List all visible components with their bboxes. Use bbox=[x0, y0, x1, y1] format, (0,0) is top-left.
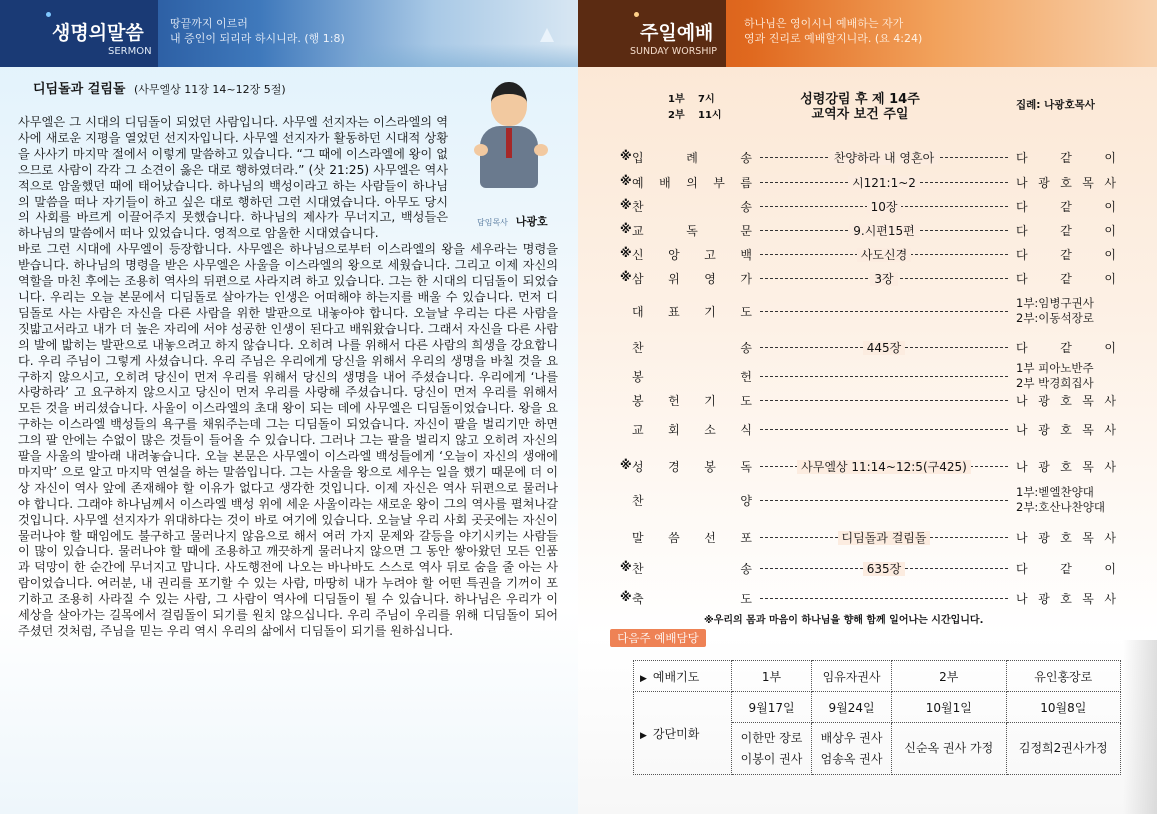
sermon-title-text: 디딤돌과 걸림돌 bbox=[33, 82, 126, 97]
order-label: 찬 송 bbox=[632, 562, 752, 576]
duty-prayer-cell: 1부 bbox=[732, 661, 812, 692]
order-performer: 다 같 이 bbox=[1016, 200, 1116, 214]
order-content bbox=[760, 149, 1008, 166]
worship-header-subtitle: SUNDAY WORSHIP bbox=[630, 46, 717, 57]
order-mark: ※ bbox=[620, 270, 632, 284]
order-content bbox=[760, 198, 1008, 215]
order-content-text: 445장 bbox=[863, 341, 906, 355]
sermon-header-subtitle: SERMON bbox=[108, 46, 152, 57]
worship-header bbox=[578, 0, 1157, 67]
order-performer: 다 같 이 bbox=[1016, 562, 1116, 576]
pastor-role: 담임목사 bbox=[477, 218, 508, 227]
service-title-line1: 성령강림 후 제 14주 bbox=[800, 92, 920, 107]
duty-flower-name: 엄송옥 권사 bbox=[820, 751, 883, 766]
triangle-right-icon: ▶ bbox=[640, 730, 647, 741]
worship-header-title: 주일예배 bbox=[640, 22, 714, 44]
duty-flower-cell bbox=[812, 723, 892, 775]
header-dot-icon bbox=[46, 12, 51, 17]
order-row bbox=[620, 270, 1116, 288]
sailboat-icon bbox=[540, 28, 554, 42]
order-content-text: 사무엘상 11:14~12:5(구425) bbox=[797, 460, 971, 474]
sermon-paragraph-1: 사무엘은 그 시대의 디딤돌이 되었던 사람입니다. 사무엘 선지자는 이스라엘의 역사에 새로운 지평을 열었던 선지자입니다. 사무엘 선지자가 활동하던 시대적 상황을 사사기 마지막 절에서 이렇게 말씀하고 있습니다. “그 때에 이스라엘에 왕이 없으므로 사람이 각각 그 소견이 옳은 대로 행하였더라.” (삿 21:25) 사무엘은 역사 적으로 암울했던 때에 태어났습니다. 하나님의 백성이라고 하는 사람들이 하나님의 말씀을 떠나 자기들이 하고 싶은 대로 행하던 그런 시대였습니다. 아무도 당시의 사회를 바르게 이끌어주지 못했습니다. 하나님의 제사가 무너지고, 백성들은 하나님의 말씀에서 떠나 있었습니다. 영적으로 암울한 시대였습니다. bbox=[18, 115, 448, 241]
order-performer bbox=[1016, 361, 1116, 391]
sermon-header-verse-line2: 내 증인이 되리라 하시니라. (행 1:8) bbox=[170, 32, 345, 45]
sermon-body bbox=[18, 115, 558, 640]
duty-flower-name: 배상우 권사 bbox=[820, 730, 883, 745]
order-performer: 다 같 이 bbox=[1016, 341, 1116, 355]
service-time-2: 11시 bbox=[698, 110, 722, 121]
order-row bbox=[620, 458, 1116, 476]
order-label: 입 례 송 bbox=[632, 151, 752, 165]
order-leader-line bbox=[760, 311, 1008, 312]
order-label: 예 배 의 부 름 bbox=[632, 176, 752, 190]
order-performer-1: 1부:벧엘찬양대 bbox=[1016, 485, 1094, 499]
order-label: 대 표 기 도 bbox=[632, 305, 752, 319]
duty-prayer-cell: 2부 bbox=[892, 661, 1006, 692]
order-leader-line bbox=[760, 500, 1008, 501]
worship-page bbox=[578, 0, 1157, 814]
service-times bbox=[668, 92, 722, 124]
order-mark: ※ bbox=[620, 222, 632, 236]
order-performer: 다 같 이 bbox=[1016, 224, 1116, 238]
order-row bbox=[620, 339, 1116, 357]
order-mark: ※ bbox=[620, 198, 632, 212]
sermon-paragraph-2: 바로 그런 시대에 사무엘이 등장합니다. 사무엘은 하나님으로부터 이스라엘의 왕을 세우라는 명령을 받습니다. 하나님의 명령을 받은 사무엘은 사울을 이스라엘의 왕으로 세웠습니다. 그리고 이제 자신의 역할을 마친 후에는 조용히 역사의 뒤편으로 사라지려 하고 있습니다. 그는 한 시대의 디딤돌이 되었습니다. 우리는 오늘 본문에서 디딤돌로 살아가는 인생은 어떠해야 하는지를 배울 수 있습니다. 먼저 디딤돌로 사는 사람은 자신을 다른 사람을 위한 발판으로 내놓아야 합니다. 오늘날 우리는 다른 사람을 짓밟고서라고 내가 더 높은 자리에 서야 성공한 인생이 된다고 배워왔습니다. 그래서 자신을 다른 사람의 발에 밟히는 발판으로 내놓으려고 하지 않습니다. 오히려 나를 위해서 다른 사람의 희생을 강요합니다. 우리 주님이 그렇게 사셨습니다. 우리 주님은 우리에게 당신을 위해서 우리의 생명을 바칠 것을 요구하지 않으시고, 오히려 당신이 먼저 우리를 위해서 당신의 생명을 내어 주셨습니다. 우리에게 ‘나를 사랑하라’ 고 요구하지 않으시고 당신이 먼저 우리를 사랑해 주셨습니다. 당신이 먼저 우리를 위해서 모든 것을 버리셨습니다. 사울이 이스라엘의 초대 왕이 되는 데에 사무엘은 디딤돌이었습니다. 왕을 요구하는 이스라엘 백성들의 욕구를 채워주는데 그는 디딤돌이 되었습니다. 자신이 팔을 벌리기만 하면 그의 팔 안에는 수없이 많은 것들이 들어올 수 있습니다. 그러나 그는 팔을 벌리지 않고 오히려 자신의 팔을 사울의 발아래 내려놓습니다. 오늘 본문은 사무엘이 이스라엘 백성들에게 ‘오늘이 자신의 생애에 마지막’ 으로 알고 마지막 연설을 하는 말씀입니다. 그는 사울을 왕으로 세우는 일을 했기 때문에 더 이상 자신이 역사 앞에 존재해야 할 이유가 없다고 생각한 것입니다. 이제 자신은 역사 뒤편으로 물러나야 합니다. 그래야 하나님께서 이스라엘 백성 위에 세운 사울이라는 새로운 왕이 그의 역사를 펼쳐나갈 것입니다. 사무엘 선지자가 위대하다는 것이 바로 여기에 있습니다. 오늘날 우리 사회 곳곳에는 자신이 물러나야 할 때임에도 불구하고 물러나지 않음으로 해서 여러 가지 문제와 갈등을 야기시키는 사람들이 많이 있습니다. 물러나야 할 때에 조용하고 깨끗하게 물러나지 않으면 그 동안 쌓아왔던 모든 인품과 덕망이 한 순간에 무너지고 맙니다. 사도행전에 나오는 바나바도 스스로 역사 뒤로 숨을 줄 아는 사람이었습니다. 여러분, 내 권리를 포기할 수 있는 사람, 마땅히 내가 누려야 할 어떤 특권을 기꺼이 포기하고 조용히 사라질 수 있는 사람, 그 사람이 역사에 디딤돌이 될 수 있습니다. 하나님은 우리가 이 세상을 살아가는 길목에서 걸림돌이 되기를 원치 않으십니다. 우리 주님이 우리를 위해 디딤돌이 되어주셨던 것처럼, 주님을 믿는 우리 역시 우리의 삶에서 디딤돌이 되기를 원하십니다. bbox=[18, 242, 558, 638]
decorative-photo-edge bbox=[1123, 640, 1157, 814]
service-leader-label: 집례: bbox=[1016, 99, 1041, 111]
pastor-name: 나광호 bbox=[515, 215, 548, 228]
service-title-line2: 교역자 보건 주일 bbox=[811, 107, 909, 122]
service-time-1: 7시 bbox=[698, 94, 715, 105]
sermon-title bbox=[33, 78, 286, 97]
order-content bbox=[760, 339, 1008, 356]
photo-wrap-space bbox=[448, 115, 558, 227]
order-content bbox=[760, 270, 1008, 287]
order-row bbox=[620, 485, 1116, 514]
order-content-text: 3장 bbox=[870, 272, 897, 286]
worship-header-verse bbox=[744, 16, 922, 46]
order-performer-2: 2부 박경희집사 bbox=[1016, 376, 1094, 390]
duty-flower-cell bbox=[732, 723, 812, 775]
order-content bbox=[760, 222, 1008, 239]
order-label: 교 독 문 bbox=[632, 224, 752, 238]
order-performer: 나 광 호 목 사 bbox=[1016, 592, 1116, 606]
order-content bbox=[760, 560, 1008, 577]
order-row bbox=[620, 560, 1116, 578]
duty-table bbox=[633, 660, 1121, 775]
order-label: 봉 헌 기 도 bbox=[632, 394, 752, 408]
sermon-header-verse-line1: 땅끝까지 이르러 bbox=[170, 17, 248, 30]
worship-header-verse-line1: 하나님은 영이시니 예배하는 자가 bbox=[744, 17, 904, 30]
order-row bbox=[620, 246, 1116, 264]
order-label: 말 씀 선 포 bbox=[632, 531, 752, 545]
order-mark: ※ bbox=[620, 149, 632, 163]
order-label: 신 앙 고 백 bbox=[632, 248, 752, 262]
order-row bbox=[620, 174, 1116, 192]
order-content bbox=[760, 174, 1008, 191]
order-performer: 다 같 이 bbox=[1016, 272, 1116, 286]
order-performer: 나 광 호 목 사 bbox=[1016, 176, 1116, 190]
order-label: 축 도 bbox=[632, 592, 752, 606]
order-content-text: 시121:1~2 bbox=[848, 176, 920, 190]
order-content-text: 사도신경 bbox=[857, 248, 911, 262]
order-row bbox=[620, 421, 1116, 439]
service-leader bbox=[1016, 97, 1095, 112]
header-dot-icon bbox=[634, 12, 639, 17]
order-label: 성 경 봉 독 bbox=[632, 460, 752, 474]
order-performer: 나 광 호 목 사 bbox=[1016, 531, 1116, 545]
sermon-header-title: 생명의말씀 bbox=[52, 22, 144, 44]
order-content-text: 9.시편15편 bbox=[849, 224, 919, 238]
order-content-text: 찬양하라 내 영혼아 bbox=[830, 151, 938, 165]
sermon-page bbox=[0, 0, 578, 814]
sermon-header bbox=[0, 0, 578, 67]
order-content-text: 10장 bbox=[867, 200, 902, 214]
duty-flower-name: 이봉이 권사 bbox=[740, 751, 803, 766]
order-label: 삼 위 영 가 bbox=[632, 272, 752, 286]
duty-flower-name: 이한만 장로 bbox=[740, 730, 803, 745]
order-performer: 다 같 이 bbox=[1016, 151, 1116, 165]
order-mark: ※ bbox=[620, 246, 632, 260]
order-label: 찬 송 bbox=[632, 341, 752, 355]
order-performer-2: 2부:이동석장로 bbox=[1016, 311, 1094, 325]
order-content bbox=[760, 458, 1008, 475]
order-row bbox=[620, 590, 1116, 608]
duty-prayer-label-cell bbox=[634, 661, 732, 692]
order-label: 봉 헌 bbox=[632, 370, 752, 384]
duty-flower-name: 신순옥 권사 가정 bbox=[904, 741, 994, 755]
order-performer-1: 1부 피아노반주 bbox=[1016, 361, 1094, 375]
worship-header-verse-line2: 영과 진리로 예배할지니라. (요 4:24) bbox=[744, 32, 923, 45]
order-performer: 나 광 호 목 사 bbox=[1016, 394, 1116, 408]
order-row bbox=[620, 529, 1116, 547]
order-performer bbox=[1016, 296, 1116, 326]
duty-date-cell: 9월17일 bbox=[732, 692, 812, 723]
order-performer-2: 2부:호산나찬양대 bbox=[1016, 500, 1105, 514]
order-content bbox=[760, 529, 1008, 546]
table-row bbox=[634, 661, 1121, 692]
order-row bbox=[620, 149, 1116, 167]
duty-flower-label-cell bbox=[634, 692, 732, 775]
order-mark: ※ bbox=[620, 560, 632, 574]
duty-flower-name: 김정희2권사가정 bbox=[1018, 741, 1108, 755]
sermon-header-verse bbox=[170, 16, 345, 46]
order-performer-1: 1부:임병구권사 bbox=[1016, 296, 1094, 310]
sermon-reference: (사무엘상 11장 14~12장 5절) bbox=[133, 83, 286, 96]
order-content-text: 디딤돌과 걸림돌 bbox=[838, 531, 931, 545]
table-row bbox=[634, 692, 1121, 723]
order-performer: 나 광 호 목 사 bbox=[1016, 460, 1116, 474]
service-leader-name: 나광호목사 bbox=[1044, 99, 1095, 111]
order-performer: 나 광 호 목 사 bbox=[1016, 423, 1116, 437]
order-row bbox=[620, 296, 1116, 325]
duty-flower-cell bbox=[1006, 723, 1120, 775]
order-content bbox=[760, 246, 1008, 263]
order-row bbox=[620, 222, 1116, 240]
duty-flower-cell bbox=[892, 723, 1006, 775]
order-row bbox=[620, 198, 1116, 216]
order-mark: ※ bbox=[620, 174, 632, 188]
duty-prayer-cell: 임유자권사 bbox=[812, 661, 892, 692]
duty-date-cell: 9월24일 bbox=[812, 692, 892, 723]
order-row bbox=[620, 361, 1116, 390]
duty-flower-label: 강단미화 bbox=[652, 726, 700, 741]
order-leader-line bbox=[760, 376, 1008, 377]
order-label: 교 회 소 식 bbox=[632, 423, 752, 437]
order-label: 찬 송 bbox=[632, 200, 752, 214]
duty-date-cell: 10월1일 bbox=[892, 692, 1006, 723]
order-mark: ※ bbox=[620, 590, 632, 604]
service-time-2-label: 2부 bbox=[668, 110, 685, 121]
duty-date-cell: 10월8일 bbox=[1006, 692, 1120, 723]
next-week-duty-tag: 다음주 예배담당 bbox=[610, 629, 706, 647]
triangle-right-icon: ▶ bbox=[640, 673, 647, 684]
order-leader-line bbox=[760, 598, 1008, 599]
duty-prayer-cell: 유인홍장로 bbox=[1006, 661, 1120, 692]
order-leader-line bbox=[760, 429, 1008, 430]
order-performer bbox=[1016, 485, 1116, 515]
service-title bbox=[770, 92, 950, 122]
order-leader-line bbox=[760, 400, 1008, 401]
service-time-1-label: 1부 bbox=[668, 94, 685, 105]
order-row bbox=[620, 392, 1116, 410]
order-note: ※우리의 몸과 마음이 하나님을 향해 함께 일어나는 시간입니다. bbox=[704, 615, 984, 626]
order-performer: 다 같 이 bbox=[1016, 248, 1116, 262]
order-mark: ※ bbox=[620, 458, 632, 472]
duty-prayer-label: 예배기도 bbox=[652, 669, 700, 684]
sea-waves-image bbox=[358, 44, 578, 67]
order-content-text: 635장 bbox=[863, 562, 906, 576]
order-label: 찬 양 bbox=[632, 494, 752, 508]
